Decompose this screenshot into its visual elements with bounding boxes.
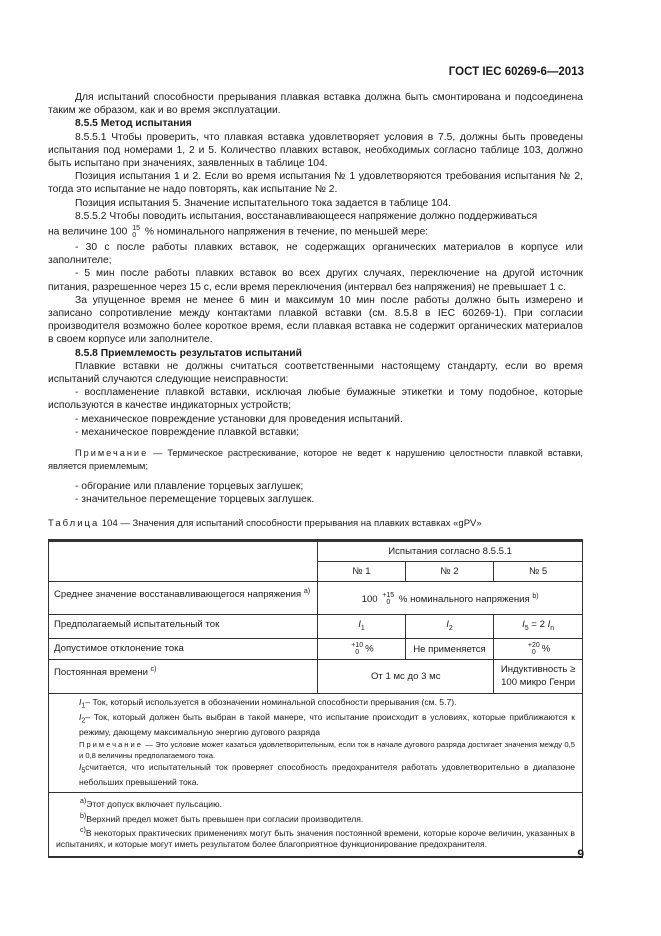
row-tolerance-label: Допустимое отклонение тока (49, 639, 318, 660)
note-remark-label: Примечание (79, 739, 143, 749)
paragraph-8552-a: 8.5.5.2 Чтобы поводить испытания, восстанавливающееся напряжение должно поддерживаться (75, 210, 538, 222)
paragraph-8551: 8.5.5.1 Чтобы проверить, что плавкая вставка удовлетворяет условия в 7.5, должны быть проведены испытания под номерами 1, 2 и 5. Количество плавких вставок, необходимых согласно таблице 103, должно быть испытано при значениях, заявленных в таблице 104. (48, 131, 583, 170)
list-item-fire: - воспламенение плавкой вставки, исключая любые бумажные этикетки и тому подобное, которые используются в качестве индикаторных устройств; (48, 387, 583, 412)
row-voltage-text: Среднее значение восстанавливающегося напряжения (54, 589, 302, 601)
note-remark (79, 739, 575, 762)
footnote-a-text: Этот допуск включает пульсацию. (86, 799, 222, 810)
row-current-2 (405, 615, 494, 639)
voltage-value-down: 0 (386, 599, 391, 607)
list-item-mech-fuse: - механическое повреждение плавкой вставки; (75, 426, 300, 438)
current-5-sub: 5 (524, 625, 529, 632)
voltage-value-up: +15 (382, 592, 395, 600)
tol-5-down: 0 (531, 649, 536, 657)
row-voltage-value (318, 582, 583, 615)
paragraph-858: Плавкие вставки не должны считаться соответственными настоящему стандарту, если во время испытаний случаются следующие неисправности: (48, 360, 583, 386)
list-item-30s: - 30 с после работы плавких вставок, не содержащих органических материалов в корпусе или заполнителе; (48, 242, 583, 267)
tol-1-down: 0 (355, 649, 360, 657)
row-time-label (49, 660, 318, 693)
paragraph-pos5: Позиция испытания 5. Значение испытательного тока задается в таблице 104. (75, 197, 452, 209)
row-time-text: Постоянная времени (54, 667, 148, 679)
note-i5-text: считается, что испытательный ток проверяет способность предохранителя работать удовлетворительно в диапазоне небольших превышений тока. (79, 761, 575, 787)
note-remark-text: — Это условие может казаться удовлетворительным, если ток в начале дугового разряда достигает значения между 0,5 и 0,8 величины предполагаемого тока. (79, 739, 575, 761)
table-caption (48, 517, 583, 530)
paragraph-resistance: За упущенное время не менее 6 мин и максимум 10 мин после работы должно быть измерено и записано сопротивление между контактами плавкой вставки (см. 8.5.8 в IEC 60269-1). При согласии производителя возможно более короткое время, если плавкая вставка не содержит органических материалов в своем корпусе или заполнителе. (48, 294, 583, 346)
table-footnotes (49, 793, 583, 857)
current-5-n-symbol: I (547, 619, 551, 631)
tol-1-frac (351, 642, 363, 656)
note-label: Примечание (75, 448, 149, 459)
section-heading-858: 8.5.8 Приемлемость результатов испытаний (75, 347, 302, 359)
current-5-rest: = 2 (528, 619, 548, 631)
row-voltage-footnote-mark: a) (303, 588, 311, 596)
tol-1-unit: % (365, 643, 374, 655)
row-time-footnote-mark: c) (150, 666, 157, 674)
note-paragraph (48, 447, 583, 472)
note-i1 (79, 697, 575, 712)
note-text: — Термическое растрескивание, которое не ведет к нарушению целостности плавкой вставки, является приемлемым; (48, 448, 583, 471)
current-2-sub: 2 (448, 625, 453, 632)
list-item-shift: - значительное перемещение торцевых заглушек. (75, 494, 315, 506)
note-i5-sym: I (79, 761, 82, 772)
paragraph-8552-b (48, 225, 583, 239)
row-time-5: Индуктивность ≥ 100 микро Генри (494, 660, 583, 693)
row-tolerance-2: Не применяется (405, 639, 494, 660)
voltage-tolerance (132, 225, 140, 239)
current-1-symbol: I (358, 619, 361, 631)
row-time-12: От 1 мс до 3 мс (318, 660, 494, 693)
note-i5 (79, 762, 575, 789)
voltage-tolerance-down: 0 (132, 232, 137, 240)
table-caption-text: 104 — Значения для испытаний способности прерывания на плавких вставках «gPV» (99, 518, 482, 530)
tol-1-up: +10 (351, 642, 364, 650)
note-i2 (79, 712, 575, 739)
tol-5-unit: % (541, 643, 551, 655)
list-item-5min: - 5 мин после работы плавких вставок во всех других случаях, переключение на другой источник питания, разрешенное через 15 с, если время переключения (интервал без напряжения) не превышает 1 с. (48, 268, 583, 293)
current-5-n-sub: n (550, 625, 555, 632)
footnote-b-mark: b) (80, 812, 87, 820)
voltage-value-text: % номинального напряжения (398, 593, 530, 605)
note-i2-sub: 2 (81, 717, 86, 725)
document-code: ГОСТ IEC 60269-6—2013 (448, 66, 584, 78)
note-i2-sym: I (79, 711, 82, 722)
footnote-c-mark: c) (80, 826, 86, 834)
tol-5-up: +20 (527, 642, 540, 650)
col-header-5: № 5 (494, 561, 583, 581)
footnote-c-text: В некоторых практических применениях могут быть значения постоянной времени, которые короче величин, указанных в испытаниях, и которые могут иметь результатом более благоприятное функционирование предохранителя. (56, 827, 575, 850)
voltage-text-start: на величине 100 (48, 226, 128, 238)
voltage-value-tolerance (382, 592, 394, 606)
footnote-a (56, 796, 575, 810)
note-i1-sym: I (79, 696, 82, 707)
row-current-1 (318, 615, 406, 639)
table-caption-label: Таблица (48, 518, 100, 530)
paragraph-pos12: Позиция испытания 1 и 2. Если во время испытания № 1 удовлетворяются требования испытания № 2, тогда это испытание не надо повторять, как испытание № 2. (48, 171, 583, 196)
table-group-header: Испытания согласно 8.5.5.1 (318, 540, 583, 561)
footnote-b (56, 811, 575, 825)
row-voltage-label (49, 582, 318, 615)
footnote-c (56, 825, 575, 851)
document-body (48, 91, 583, 858)
row-current-label: Предполагаемый испытательный ток (49, 615, 318, 639)
col-header-1: № 1 (318, 561, 406, 581)
intro-paragraph: Для испытаний способности прерывания плавкая вставка должна быть смонтирована и подсоединена таким же образом, как и во время эксплуатации. (48, 92, 583, 117)
test-values-table (48, 539, 583, 858)
section-heading-855: 8.5.5 Метод испытания (75, 118, 192, 130)
current-1-sub: 1 (360, 625, 365, 632)
footnote-b-text: Верхний предел может быть превышен при согласии производителя. (86, 813, 364, 824)
table-notes (49, 693, 583, 793)
voltage-value-footnote-mark: b) (532, 592, 539, 600)
footnote-a-mark: a) (80, 798, 87, 806)
voltage-tolerance-up: 15 (132, 225, 141, 233)
col-header-2: № 2 (405, 561, 494, 581)
tol-5-frac (528, 642, 540, 656)
list-item-burn: - обгорание или плавление торцевых заглушек; (75, 481, 304, 493)
note-i5-sub: 5 (81, 767, 86, 775)
voltage-text-end: % номинального напряжения в течение, по меньшей мере: (144, 226, 429, 238)
note-i1-sub: 1 (81, 702, 86, 710)
note-i2-text: – Ток, который должен быть выбран в такой манере, что испытание происходит в условиях, которые приближаются к режиму, дающему максимальную энергию дугового разряда (79, 711, 575, 738)
note-i1-text: – Ток, который используется в обозначении номинальной способности прерывания (см. 5.7). (85, 696, 457, 707)
voltage-value-main: 100 (361, 593, 378, 605)
current-5-symbol: I (522, 619, 525, 631)
row-current-5 (494, 615, 583, 639)
row-tolerance-1 (318, 639, 406, 660)
list-item-mech-install: - механическое повреждение установки для проведения испытаний. (75, 413, 403, 425)
current-2-symbol: I (446, 619, 449, 631)
row-tolerance-5 (494, 639, 583, 660)
page-number: 9 (577, 847, 584, 861)
